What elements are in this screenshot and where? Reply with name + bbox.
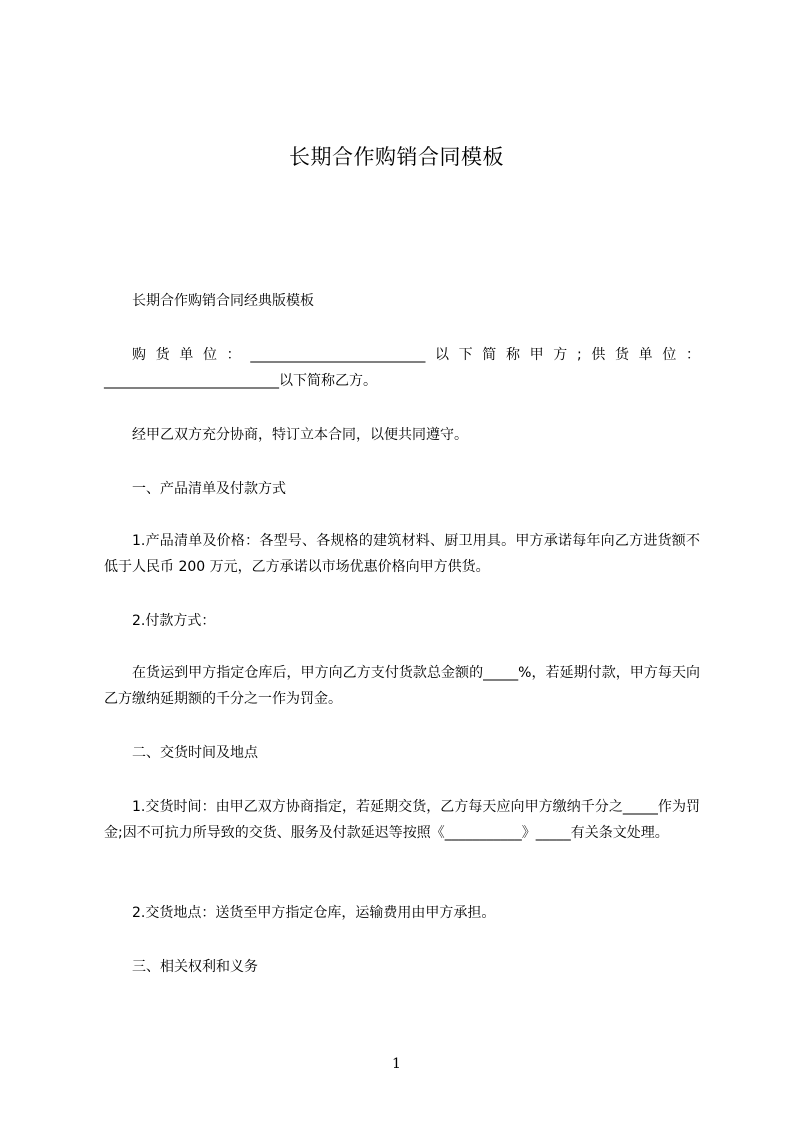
preamble-paragraph: 经甲乙双方充分协商，特订立本合同，以便共同遵守。 [132,427,468,443]
section-2-item-2: 2.交货地点：送货至甲方指定仓库，运输费用由甲方承担。 [132,905,496,921]
section-2-heading: 二、交货时间及地点 [132,745,258,761]
section-2-item-1: 1.交货时间：由甲乙双方协商指定，若延期交货，乙方每天应向甲方缴纳千分之_____作为罚金;因不可抗力所导致的交货、服务及付款延迟等按照《___________》_____有关条文处理。 [104,799,700,841]
parties-paragraph: 购货单位：_________________________以下简称甲方;供货单位：_________________________以下简称乙方。 [104,347,700,389]
document-subtitle: 长期合作购销合同经典版模板 [132,293,314,309]
section-3-heading: 三、相关权利和义务 [132,959,258,975]
section-1-item-2-body: 在货运到甲方指定仓库后，甲方向乙方支付货款总金额的_____%，若延期付款，甲方每天向乙方缴纳延期额的千分之一作为罚金。 [104,665,700,707]
section-1-item-2: 2.付款方式： [132,613,216,629]
section-1-heading: 一、产品清单及付款方式 [132,481,286,497]
section-1-item-1: 1.产品清单及价格：各型号、各规格的建筑材料、厨卫用具。甲方承诺每年向乙方进货额不低于人民币 200 万元，乙方承诺以市场优惠价格向甲方供货。 [104,533,700,575]
page-number: 1 [392,1056,401,1072]
document-title: 长期合作购销合同模板 [289,145,504,169]
